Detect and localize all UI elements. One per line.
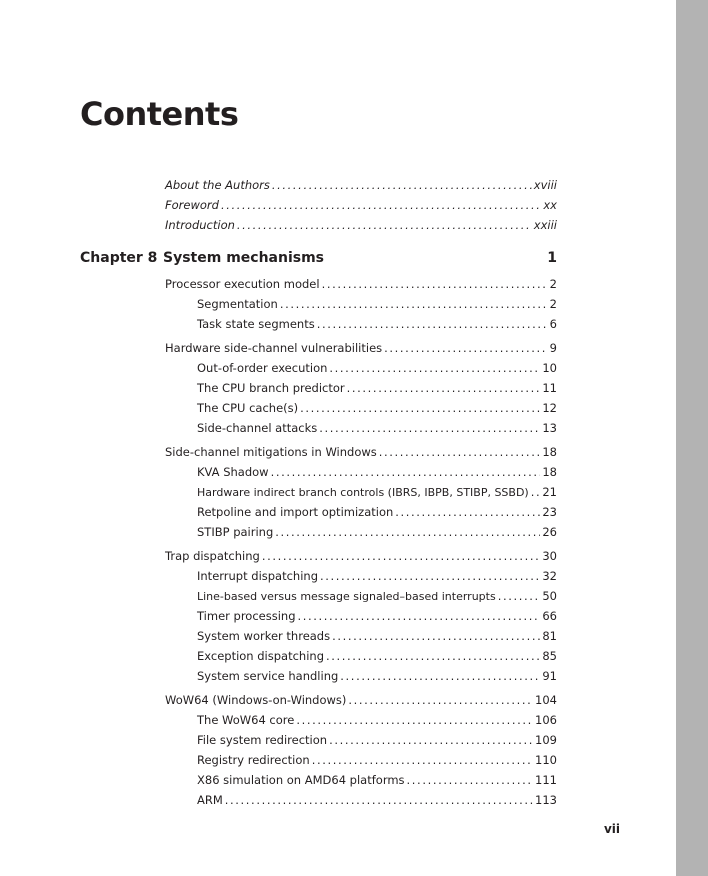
- toc-entry-page: xviii: [533, 178, 557, 192]
- toc-entry-title: The CPU cache(s): [197, 401, 299, 415]
- chapter-title: System mechanisms: [163, 250, 325, 266]
- dot-leader: [395, 505, 540, 519]
- dot-leader: [225, 793, 533, 807]
- toc-entry-title: Line-based versus message signaled–based interrupts: [197, 590, 496, 603]
- dot-leader: [347, 381, 541, 395]
- dot-leader: [317, 317, 548, 331]
- toc-entry-page: 11: [542, 381, 557, 395]
- toc-entry-page: 6: [549, 317, 557, 331]
- dot-leader: [237, 218, 532, 232]
- dot-leader: [384, 341, 548, 355]
- toc-entry-page: 12: [542, 401, 557, 415]
- toc-entry-page: 18: [542, 465, 557, 479]
- dot-leader: [326, 649, 540, 663]
- toc-entry-title: KVA Shadow: [197, 465, 269, 479]
- toc-section-entry[interactable]: [165, 445, 557, 459]
- toc-entry-title: Foreword: [165, 198, 219, 212]
- toc-entry-title: File system redirection: [197, 733, 328, 747]
- toc-entry-page: xxiii: [533, 218, 557, 232]
- toc-entry-page: 23: [542, 505, 557, 519]
- toc-subsection-entry[interactable]: [197, 317, 557, 331]
- dot-leader: [262, 549, 541, 563]
- toc-entry-page: 21: [542, 485, 557, 499]
- toc-entry-page: 18: [542, 445, 557, 459]
- dot-leader: [272, 178, 532, 192]
- toc-entry-title: Retpoline and import optimization: [197, 505, 394, 519]
- toc-entry-page: 85: [542, 649, 557, 663]
- toc-entry-front-matter[interactable]: [165, 218, 557, 232]
- toc-entry-title: Segmentation: [197, 297, 278, 311]
- toc-entry-page: 109: [535, 733, 557, 747]
- toc-section-entry[interactable]: [165, 277, 557, 291]
- chapter-label: Chapter 8: [80, 250, 158, 266]
- toc-entry-front-matter[interactable]: [165, 198, 557, 212]
- dot-leader: [329, 733, 533, 747]
- toc-entry-page: 30: [542, 549, 557, 563]
- toc-entry-title: Interrupt dispatching: [197, 569, 319, 583]
- dot-leader: [296, 713, 533, 727]
- toc-subsection-entry[interactable]: [197, 381, 557, 395]
- toc-entry-title: Hardware indirect branch controls (IBRS, IBPB, STIBP, SSBD): [197, 486, 529, 499]
- dot-leader: [298, 609, 541, 623]
- toc-subsection-entry[interactable]: [197, 733, 557, 747]
- dot-leader: [340, 669, 540, 683]
- toc-entry-title: Out-of-order execution: [197, 361, 328, 375]
- toc-subsection-entry[interactable]: [197, 609, 557, 623]
- dot-leader: [407, 773, 534, 787]
- toc-entry-title: The CPU branch predictor: [197, 381, 345, 395]
- dot-leader: [531, 485, 541, 499]
- toc-entry-title: System service handling: [197, 669, 339, 683]
- toc-entry-page: 91: [542, 669, 557, 683]
- dot-leader: [300, 401, 540, 415]
- toc-entry-title: Hardware side-channel vulnerabilities: [165, 341, 383, 355]
- toc-subsection-entry[interactable]: [197, 401, 557, 415]
- toc-entry-page: 9: [549, 341, 557, 355]
- toc-entry-title: Introduction: [165, 218, 235, 232]
- dot-leader: [275, 525, 540, 539]
- toc-subsection-entry[interactable]: [197, 589, 557, 604]
- toc-entry-page: 110: [535, 753, 557, 767]
- toc-entry-page: 10: [542, 361, 557, 375]
- dot-leader: [348, 693, 533, 707]
- toc-entry-title: Trap dispatching: [165, 549, 260, 563]
- dot-leader: [379, 445, 541, 459]
- page-title: Contents: [80, 95, 239, 133]
- toc-entry-page: 104: [535, 693, 557, 707]
- dot-leader: [280, 297, 548, 311]
- toc-entry-page: 66: [542, 609, 557, 623]
- toc-entry-front-matter[interactable]: [165, 178, 557, 192]
- toc-subsection-entry[interactable]: [197, 361, 557, 375]
- dot-leader: [329, 361, 540, 375]
- dot-leader: [271, 465, 541, 479]
- toc-subsection-entry[interactable]: [197, 569, 557, 583]
- toc-subsection-entry[interactable]: [197, 713, 557, 727]
- toc-entry-title: About the Authors: [165, 178, 270, 192]
- toc-section-entry[interactable]: [165, 341, 557, 355]
- toc-subsection-entry[interactable]: [197, 649, 557, 663]
- dot-leader: [319, 421, 540, 435]
- toc-subsection-entry[interactable]: [197, 629, 557, 643]
- toc-entry-title: Processor execution model: [165, 277, 320, 291]
- toc-entry-page: 81: [542, 629, 557, 643]
- toc-entry-title: The WoW64 core: [197, 713, 295, 727]
- dot-leader: [498, 589, 541, 603]
- toc-entry-title: Registry redirection: [197, 753, 310, 767]
- toc-subsection-entry[interactable]: [197, 793, 557, 807]
- toc-entry-page: xx: [543, 198, 557, 212]
- toc-entry-title: Timer processing: [197, 609, 296, 623]
- toc-entry-page: 32: [542, 569, 557, 583]
- toc-entry-title: Task state segments: [197, 317, 315, 331]
- toc-entry-title: System worker threads: [197, 629, 331, 643]
- dot-leader: [312, 753, 533, 767]
- toc-entry-page: 13: [542, 421, 557, 435]
- toc-subsection-entry[interactable]: [197, 525, 557, 539]
- page-edge-margin: [676, 0, 708, 876]
- dot-leader: [332, 629, 540, 643]
- toc-entry-title: Exception dispatching: [197, 649, 324, 663]
- toc-subsection-entry[interactable]: [197, 753, 557, 767]
- toc-entry-title: STIBP pairing: [197, 525, 274, 539]
- toc-subsection-entry[interactable]: [197, 669, 557, 683]
- toc-subsection-entry[interactable]: [197, 505, 557, 519]
- toc-entry-page: 106: [535, 713, 557, 727]
- toc-entry-title: X86 simulation on AMD64 platforms: [197, 773, 405, 787]
- toc-entry-page: 113: [535, 793, 557, 807]
- dot-leader: [320, 569, 540, 583]
- toc-entry-title: ARM: [197, 793, 223, 807]
- toc-entry-title: Side-channel mitigations in Windows: [165, 445, 377, 459]
- toc-subsection-entry[interactable]: [197, 485, 557, 500]
- toc-subsection-entry[interactable]: [197, 465, 557, 479]
- dot-leader: [322, 277, 548, 291]
- toc-entry-title: Side-channel attacks: [197, 421, 318, 435]
- dot-leader: [221, 198, 541, 212]
- toc-entry-page: 2: [549, 297, 557, 311]
- toc-entry-page: 26: [542, 525, 557, 539]
- toc-subsection-entry[interactable]: [197, 773, 557, 787]
- toc-section-entry[interactable]: [165, 693, 557, 707]
- toc-entry-page: 2: [549, 277, 557, 291]
- toc-entry-page: 50: [542, 589, 557, 603]
- toc-subsection-entry[interactable]: [197, 297, 557, 311]
- toc-section-entry[interactable]: [165, 549, 557, 563]
- toc-subsection-entry[interactable]: [197, 421, 557, 435]
- page-number: vii: [603, 822, 620, 836]
- toc-entry-page: 111: [535, 773, 557, 787]
- toc-entry-title: WoW64 (Windows-on-Windows): [165, 693, 347, 707]
- chapter-page: 1: [547, 250, 557, 266]
